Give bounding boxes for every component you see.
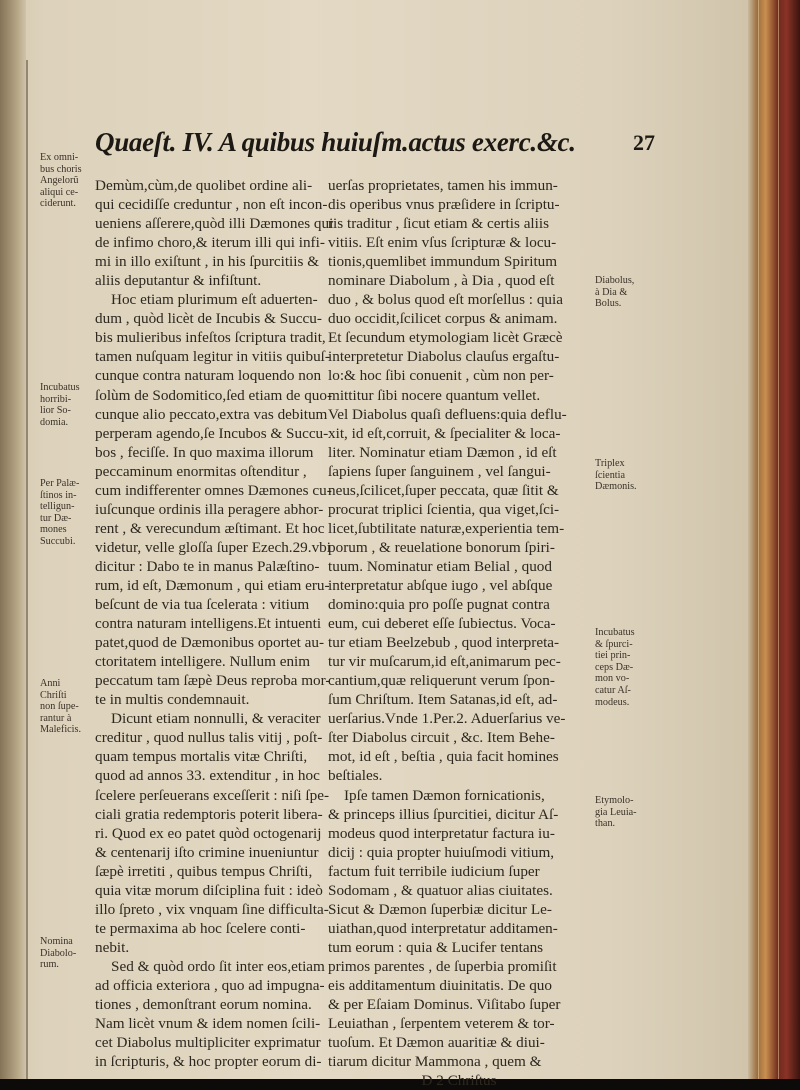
text-line: tiarum dicitur Mammona , quem & xyxy=(328,1053,542,1071)
text-line: patet,quod de Dæmonibus oportet au- xyxy=(95,634,325,652)
text-line: in ſcripturis, & hoc propter eorum di- xyxy=(95,1053,322,1071)
text-line: domino:quia pro poſſe pugnat contra xyxy=(328,596,550,614)
text-line: tum eorum : quia & Lucifer tentans xyxy=(328,938,544,956)
margin-note-line: Diabolus, xyxy=(595,275,635,286)
text-line: Hoc etiam plurimum eſt aduerten- xyxy=(111,291,318,309)
margin-note-line: mon vo- xyxy=(595,673,630,685)
text-line: iuſcunque ordinis illa peragere abhor- xyxy=(95,500,324,518)
text-line: lo:& hoc ſibi conuenit , cùm non per- xyxy=(328,367,554,385)
text-line: quod ad annos 33. extenditur , in hoc xyxy=(95,767,320,785)
text-line: cunque contra naturam loquendo non xyxy=(95,367,322,385)
margin-note-line: mones xyxy=(40,524,67,536)
text-line: ſapiens ſuper ſanguinem , vel ſangui- xyxy=(328,462,551,480)
margin-note-line: bus choris xyxy=(40,163,82,175)
text-line: qui cecidiſſe creduntur , non eſt incon- xyxy=(95,196,328,214)
text-line: contra naturam intelligens.Et intuenti xyxy=(95,615,322,633)
text-line: ris traditur , ſicut etiam & certis aliis xyxy=(328,215,550,233)
text-line: tur vir muſcarum,id eſt,animarum pec- xyxy=(328,653,561,671)
margin-note-line: Diabolo- xyxy=(40,947,77,959)
text-line: Leuiathan , ſerpentem veterem & tor- xyxy=(328,1015,555,1033)
text-line: quam tempus mortalis vitæ Chriſti, xyxy=(95,748,308,766)
margin-note xyxy=(595,627,635,708)
text-line: modeus quod interpretatur factura iu- xyxy=(328,824,555,842)
margin-note-line: horribi- xyxy=(40,393,72,405)
margin-note-line: ceps Dæ- xyxy=(595,661,634,673)
text-line: dum , quòd licèt de Incubis & Succu- xyxy=(95,310,322,328)
margin-note xyxy=(40,478,79,548)
gutter-line xyxy=(26,60,28,1079)
text-line: videtur, velle gloſſa ſuper Ezech.29.vbi xyxy=(95,538,331,556)
text-line: nebit. xyxy=(95,938,130,956)
text-line: ſter Diabolus circuit , &c. Item Behe- xyxy=(328,729,555,747)
text-line: xit, id eſt,corruit, & ſpecialiter & loca- xyxy=(328,424,561,442)
margin-note-line: Maleficis. xyxy=(40,724,82,736)
margin-note-line: Bolus. xyxy=(595,298,622,310)
text-line: perperam agendo,ſe Incubos & Succu- xyxy=(95,424,329,442)
text-line: cantium,quæ reliquerunt verum ſpon- xyxy=(328,672,555,690)
margin-note-line: Triplex xyxy=(595,458,625,469)
margin-note-line: lior So- xyxy=(40,405,71,417)
margin-note xyxy=(40,678,81,736)
text-line: quia vitæ morum diſciplina fuit : ideò xyxy=(95,881,323,899)
text-line: te permaxima ab hoc ſcelere conti- xyxy=(95,919,306,937)
margin-note-line: rum. xyxy=(40,959,59,971)
text-line: mittitur ſibi nocere quantum vellet. xyxy=(328,386,541,404)
text-line: primos parentes , de ſuperbia promiſit xyxy=(328,957,557,975)
text-line: Sodomam , & quatuor alias ciuitates. xyxy=(328,881,553,899)
text-line: Sicut & Dæmon ſuperbiæ dicitur Le- xyxy=(328,900,552,918)
text-line: uerſarius.Vnde 1.Per.2. Aduerſarius ve- xyxy=(328,710,566,728)
text-line: rent , & verecundum æſtimant. Et hoc xyxy=(95,519,325,537)
margin-note-line: à Dia & xyxy=(595,286,628,298)
text-line: Et ſecundum etymologiam licèt Græcè xyxy=(328,329,563,347)
margin-note xyxy=(595,795,637,830)
text-line: Vel Diabolus quaſi defluens:quia deflu- xyxy=(328,405,567,423)
page-gutter xyxy=(0,0,26,1079)
margin-note-line: domia. xyxy=(40,416,69,428)
text-line: dis operibus vnus præſidere in ſcriptu- xyxy=(328,196,560,214)
text-line: ri. Quod ex eo patet quòd octogenarij xyxy=(95,824,322,842)
margin-note-line: than. xyxy=(595,818,616,830)
text-line: dicitur : Dabo te in manus Palæſtino- xyxy=(95,557,320,575)
margin-note-line: Chriſti xyxy=(40,689,67,701)
text-line: interpretetur Diabolus clauſus ergaſtu- xyxy=(328,348,560,366)
margin-note-line: Anni xyxy=(40,678,61,689)
text-line: porum , & reuelatione bonorum ſpiri- xyxy=(328,538,555,556)
margin-note xyxy=(595,458,637,493)
margin-note-line: Incubatus xyxy=(40,382,80,393)
spine-edge-highlight xyxy=(758,0,759,1079)
margin-note-line: ſtinos in- xyxy=(40,489,77,501)
margin-note xyxy=(40,382,80,428)
text-line: mot, id eſt , beſtia , quia facit homines xyxy=(328,748,559,766)
text-line: ſolùm de Sodomitico,ſed etiam de quo- xyxy=(95,386,333,404)
margin-note-line: Etymolo- xyxy=(595,795,634,806)
text-line: ueniens aſſerere,quòd illi Dæmones qui xyxy=(95,215,334,233)
text-line: tur etiam Beelzebub , quod interpreta- xyxy=(328,634,560,652)
margin-note-line: Dæmonis. xyxy=(595,481,637,493)
text-line: beſcunt de via tua ſcelerata : vitium xyxy=(95,596,310,614)
text-line: de infimo choro,& iterum illi qui infi- xyxy=(95,234,325,252)
margin-note-line: ſcientia xyxy=(595,469,625,481)
margin-note-line: modeus. xyxy=(595,696,630,708)
text-line: tuoſum. Et Dæmon auaritiæ & diui- xyxy=(328,1034,545,1052)
text-line: rum, id eſt, Dæmonum , qui etiam eru- xyxy=(95,576,330,594)
text-line: cum indifferenter omnes Dæmones cu- xyxy=(95,481,332,499)
margin-note-line: ciderunt. xyxy=(40,198,76,210)
text-line: eum, cui deberet eſſe ſubiectus. Voca- xyxy=(328,615,556,633)
text-line: ſcelere perſeuerans exceſſerit : niſi ſpe- xyxy=(95,786,330,804)
text-line: liter. Nominatur etiam Dæmon , id eſt xyxy=(328,443,557,461)
text-line: eis additamentum diuinitatis. De quo xyxy=(328,976,552,994)
text-line: neus,ſcilicet,ſuper peccata, quæ ſitit & xyxy=(328,481,559,499)
text-line: Sed & quòd ordo ſit inter eos,etiam xyxy=(111,957,325,975)
text-line: & centenarij iſto crimine inueniuntur xyxy=(95,843,319,861)
text-line: ctoritatem intelligere. Nullum enim xyxy=(95,653,311,671)
margin-note-line: catur Aſ- xyxy=(595,684,631,696)
margin-note-line: Incubatus xyxy=(595,627,635,638)
margin-note-line: telligun- xyxy=(40,501,75,513)
text-line: ſæpè irretiti , quibus tempus Chriſti, xyxy=(95,862,313,880)
text-line: D 2 Chriſtus xyxy=(421,1072,497,1090)
text-line: dicij : quia propter huiuſmodi vitium, xyxy=(328,843,555,861)
text-line: licet,ſubtilitate naturæ,experientia tem- xyxy=(328,519,565,537)
margin-note xyxy=(40,936,76,971)
margin-note xyxy=(40,152,82,210)
margin-note-line: tur Dæ- xyxy=(40,512,72,524)
text-line: creditur , quod nullus talis vitij , poſt- xyxy=(95,729,323,747)
text-line: peccaminum enormitas oſtenditur , xyxy=(95,462,307,480)
text-line: illo ſpreto , vix vnquam ſine difficulta- xyxy=(95,900,329,918)
text-line: interpretatur abſque iugo , vel abſque xyxy=(328,576,553,594)
text-line: ſum Chriſtum. Item Satanas,id eſt, ad- xyxy=(328,691,558,709)
margin-note-line: aliqui ce- xyxy=(40,186,79,198)
text-line: aliis deputantur & infiſtunt. xyxy=(95,272,262,290)
running-title: Quaeſt. IV. A quibus huiuſm.actus exerc.&c. xyxy=(95,127,576,157)
text-line: uerſas proprietates, tamen his immun- xyxy=(328,177,558,194)
margin-note-line: & ſpurci- xyxy=(595,638,633,650)
text-line: tamen nuſquam legitur in vitiis quibuſ- xyxy=(95,348,330,366)
margin-note-line: non ſupe- xyxy=(40,701,79,713)
text-line: Demùm,cùm,de quolibet ordine ali- xyxy=(95,177,313,194)
text-line: & per Eſaiam Dominus. Viſitabo ſuper xyxy=(328,996,561,1014)
text-line: ad officia exteriora , quo ad impugna- xyxy=(95,976,325,994)
text-line: cunque alio peccato,extra vas debitum xyxy=(95,405,328,423)
margin-note-line: Per Palæ- xyxy=(40,478,80,489)
page-number: 27 xyxy=(633,130,655,155)
text-line: nominare Diabolum , à Dia , quod eſt xyxy=(328,272,555,290)
text-line: bos , feciſſe. In quo maxima illorum xyxy=(95,443,314,461)
left-text-column xyxy=(95,176,334,1071)
text-line: uiathan,quod interpretatur additamen- xyxy=(328,919,558,937)
book-spine xyxy=(748,0,800,1079)
text-line: peccatum tam ſæpè Deus reproba mor- xyxy=(95,672,331,690)
margin-note xyxy=(595,275,634,310)
text-line: & princeps illius ſpurcitiei, dicitur Aſ- xyxy=(328,805,559,823)
text-line: Nam licèt vnum & idem nomen ſcili- xyxy=(95,1015,321,1033)
text-line: procurat triplici ſcientia, qua viget,ſci- xyxy=(328,500,560,518)
right-text-column xyxy=(328,176,590,1090)
margin-note-line: Succubi. xyxy=(40,535,76,547)
page-header xyxy=(95,127,655,161)
text-line: factum fuit terribile iudicium ſuper xyxy=(328,862,540,880)
text-line: Ipſe tamen Dæmon fornicationis, xyxy=(344,786,545,804)
text-line: te in multis condemnauit. xyxy=(95,691,250,709)
margin-note-line: tiei prin- xyxy=(595,650,631,662)
text-line: ciali gratia redemptoris poterit libera- xyxy=(95,805,323,823)
text-line: Dicunt etiam nonnulli, & veraciter xyxy=(111,710,321,728)
spine-edge-highlight xyxy=(778,0,779,1079)
margin-note-line: Ex omni- xyxy=(40,152,79,163)
text-line: duo , & bolus quod eſt morſellus : quia xyxy=(328,291,563,309)
text-line: cet Diabolus multipliciter exprimatur xyxy=(95,1034,321,1052)
text-line: tuum. Nominatur etiam Belial , quod xyxy=(328,557,552,575)
text-line: bis mulieribus infeſtos ſcriptura tradit, xyxy=(95,329,326,347)
text-line: mi in illo exiſtunt , in his ſpurcitiis & xyxy=(95,253,320,271)
text-line: tiones , demonſtrant eorum nomina. xyxy=(95,996,312,1014)
margin-note-line: rantur à xyxy=(40,712,72,724)
text-line: vitiis. Eſt enim vſus ſcripturæ & locu- xyxy=(328,234,557,252)
margin-note-line: Angelorũ xyxy=(40,175,79,187)
text-line: duo occidit,ſcilicet corpus & animam. xyxy=(328,310,558,328)
text-line: tionis,quemlibet immundum Spiritum xyxy=(328,253,558,271)
margin-note-line: gia Leuia- xyxy=(595,806,637,818)
text-line: beſtiales. xyxy=(328,767,383,785)
margin-note-line: Nomina xyxy=(40,936,73,947)
